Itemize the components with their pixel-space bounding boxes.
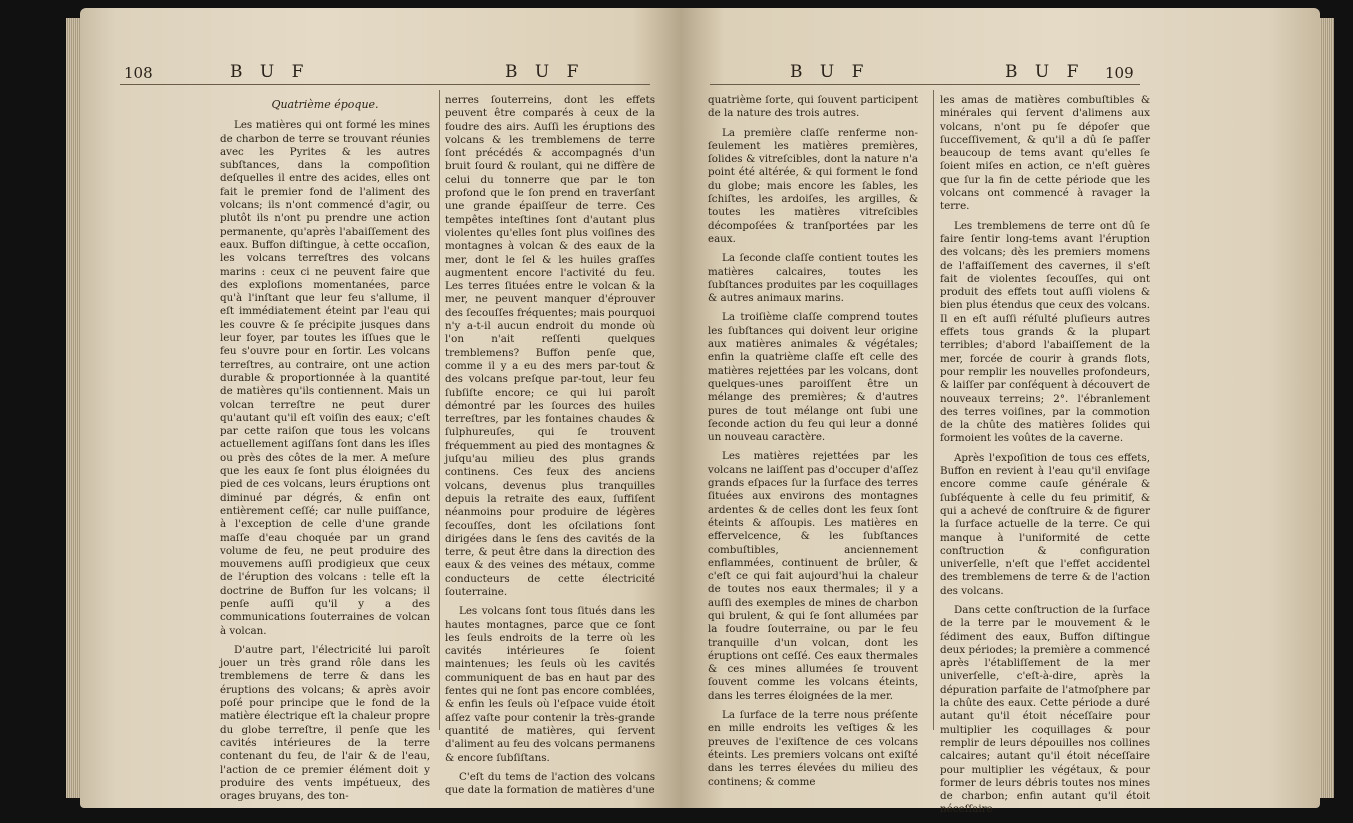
header-rule [710, 84, 1140, 85]
text-column-right [445, 94, 655, 803]
text-column-left [708, 94, 918, 795]
paragraph: Les tremblemens de terre ont dû ſe faire ſentir long-tems avant l'éruption des volcans; dès les premiers momens de l'affaiſſement des cavernes, il s'eſt fait de violentes ſecouſſes, qui ont produit des effets tout auſſi violens & bien plus étendus que ceux des volcans. Il en eſt auſſi réſulté pluſieurs autres effets tous grands & la plupart terribles; d'abord l'abaiſſement de la mer, forcée de courir à grands flots, pour remplir les nouvelles profondeurs, & laiſſer par conſéquent à découvert de nouveaux terreins; 2°. l'ébranlement des terres voiſines, par la commotion de la chûte des matières ſolides qui formoient les voûtes de la caverne. [940, 219, 1150, 445]
page-number: 108 [124, 64, 153, 82]
running-head: B U F [230, 62, 310, 82]
column-divider [439, 90, 440, 730]
running-head: B U F [1005, 62, 1085, 82]
paragraph: C'eſt du tems de l'action des volcans que date la formation de matières d'une [445, 770, 655, 797]
paragraph: Les volcans ſont tous ſitués dans les hautes montagnes, parce que ce ſont les ſeuls endroits de la terre où les cavités intérieures ſe ſoient maintenues; les ſeuls où les cavités communiquent de bas en haut par des fentes qui ne ſont pas encore comblées, & enfin les ſeuls où l'eſpace vuide étoit aſſez vaſte pour contenir la très-grande quantité de matières, qui ſervent d'aliment au feu des volcans permanens & encore ſubſiſtans. [445, 605, 655, 764]
running-head: B U F [505, 62, 585, 82]
paragraph: Les matières qui ont formé les mines de charbon de terre se trouvant réunies avec les Pyrites & les autres subſtances, dans la compoſition deſquelles il entre des acides, elles ont fait le premier fond de l'aliment des volcans; ils n'ont commencé d'agir, ou plutôt ils n'ont pu prendre une action permanente, qu'après l'abaiſſement des eaux. Buffon diſtingue, à cette occaſion, les volcans terreſtres des volcans marins : ceux ci ne peuvent faire que des exploſions momentanées, parce qu'à l'inſtant que leur feu s'allume, il eſt immédiatement éteint par l'eau qui les couvre & ſe précipite jusques dans leur foyer, par toutes les iſſues que le feu s'ouvre pour en ſortir. Les volcans terreſtres, au contraire, ont une action durable & proportionnée à la quantité de matières qu'ils contiennent. Mais un volcan terreſtre ne peut durer qu'autant qu'il eſt voiſin des eaux; c'eſt par cette raiſon que tous les volcans actuellement agiſſans ſont dans les iſles ou près des côtes de la mer. A meſure que les eaux ſe ſont plus éloignées du pied de ces volcans, leurs éruptions ont diminué par dégrés, & enfin ont entièrement ceſſé; car nulle puiſſance, à l'exception de celle d'une grande maſſe d'eau choquée par un grand volume de feu, ne peut produire des mouvemens auſſi prodigieux que ceux de l'éruption des volcans : telle eſt la doctrine de Buffon ſur les volcans; il penſe auſſi qu'il y a des communications ſouterraines de volcan à volcan. [220, 119, 430, 637]
text-column-right [940, 94, 1150, 823]
page-number: 109 [1105, 64, 1134, 82]
text-column-left [220, 94, 430, 809]
paragraph: La première claſſe renferme non-ſeulement les matières premières, ſolides & vitreſcibles, dont la nature n'a point été altérée, & qui forment le fond du globe; mais encore les ſables, les ſchiſtes, les ardoiſes, les argilles, & toutes les matières vitreſcibles décompoſées & tranſportées par les eaux. [708, 126, 918, 245]
paragraph: D'autre part, l'électricité lui paroît jouer un très grand rôle dans les tremblemens de terre & dans les éruptions des volcans; & après avoir poſé pour principe que le fond de la matière électrique eſt la chaleur propre du globe terreſtre, il penſe que les cavités intérieures de la terre contenant du feu, de l'air & de l'eau, l'action de ce premier élément doit y produire des vents impétueux, des orages bruyans, des ton- [220, 643, 430, 803]
running-head: B U F [790, 62, 870, 82]
column-divider [933, 90, 934, 730]
open-book [80, 8, 1320, 816]
left-page [80, 8, 680, 808]
header-rule [120, 84, 650, 85]
paragraph: les amas de matières combuſtibles & minérales qui ſervent d'alimens aux volcans, n'ont pu ſe dépoſer que ſucceſſivement, & qu'il a dû ſe paſſer beaucoup de tems avant qu'elles ſe ſoient miſes en action, ce n'eſt guères que ſur la fin de cette période que les volcans ont commencé à ravager la terre. [940, 94, 1150, 213]
section-subheading: Quatrième époque. [271, 98, 379, 111]
right-page [680, 8, 1320, 816]
paragraph: Dans cette conſtruction de la ſurface de la terre par le mouvement & le ſédiment des eaux, Buffon diſtingue deux périodes; la première a commencé après l'établiſſement de la mer univerſelle, c'eſt-à-dire, après la dépuration parfaite de l'atmoſphere par la chûte des eaux. Cette période a duré autant qu'il étoit néceſſaire pour multiplier les coquillages & pour remplir de leurs dépouilles nos collines calcaires; autant qu'il étoit néceſſaire pour multiplier les végétaux, & pour former de leurs débris toutes nos mines de charbon; enfin autant qu'il étoit néceſſaire [940, 603, 1150, 816]
paragraph: quatrième ſorte, qui ſouvent participent de la nature des trois autres. [708, 94, 918, 120]
paragraph: La ſurface de la terre nous préſente en mille endroits les veſtiges & les preuves de l'exiſtence de ces volcans éteints. Les premiers volcans ont exiſté dans les terres élevées du milieu des continens; & comme [708, 709, 918, 788]
paragraph: La ſeconde claſſe contient toutes les matières calcaires, toutes les ſubſtances produites par les coquillages & autres animaux marins. [708, 252, 918, 305]
paragraph: Les matières rejettées par les volcans ne laiſſent pas d'occuper d'aſſez grands eſpaces ſur la ſurface des terres ſituées aux environs des montagnes ardentes & de celles dont les feux ſont éteints & aſſoupis. Les matières en effervelcence, & les ſubſtances combuſtibles, anciennement enflammées, continuent de brûler, & c'eſt ce qui fait aujourd'hui la chaleur de toutes nos eaux thermales; il y a auſſi des exemples de mines de charbon qui brulent, & qui ſe ſont allumées par la foudre ſouterraine, ou par le feu tranquille d'un volcan, dont les éruptions ont ceſſé. Ces eaux thermales & ces mines allumées ſe trouvent ſouvent comme les volcans éteints, dans les terres éloignées de la mer. [708, 450, 918, 702]
paragraph: La troiſième claſſe comprend toutes les ſubſtances qui doivent leur origine aux matières animales & végétales; enfin la quatrième claſſe eſt celle des matières rejettées par les volcans, dont quelques-unes paroiſſent être un mélange des premières; & d'autres pures de tout mélange ont ſubi une ſeconde action du feu qui leur a donné un nouveau caractère. [708, 311, 918, 444]
paragraph: Après l'expoſition de tous ces effets, Buffon en revient à l'eau qu'il enviſage encore comme cauſe générale & ſubſéquente à celle du feu primitif, & qui a achevé de conſtruire & de figurer la ſurface actuelle de la terre. Ce qui manque à l'uniformité de cette conſtruction & configuration univerſelle, n'eſt que l'effet accidentel des tremblemens de terre & de l'action des volcans. [940, 451, 1150, 597]
paragraph: nerres ſouterreins, dont les effets peuvent être comparés à ceux de la foudre des airs. Auſſi les éruptions des volcans & les tremblemens de terre ſont précédés & accompagnés d'un bruit ſourd & roulant, qui ne diffère de celui du tonnerre que par le ton profond que le ſon prend en traverſant une grande épaiſſeur de terre. Ces tempêtes inteſtines ſont d'autant plus violentes qu'elles ſont plus voiſines des montagnes à volcan & des eaux de la mer, dont le ſel & les huiles graſſes augmentent encore l'activité du feu. Les terres ſituées entre le volcan & la mer, ne peuvent manquer d'éprouver des ſecouſſes fréquentes; mais pourquoi n'y a-t-il aucun endroit du monde où l'on n'ait reſſenti quelques tremblemens? Buffon penſe que, comme il y a eu des mers par-tout & des volcans preſque par-tout, leur feu ſubſiſte encore; ce qui lui paroît démontré par les ſources des huiles terreſtres, par les fontaines chaudes & ſulphureuſes, qui ſe trouvent fréquemment au pied des montagnes & juſqu'au milieu des plus grands continens. Ces feux des anciens volcans, devenus plus tranquilles depuis la retraite des eaux, ſuffiſent néanmoins pour produire de légères ſecouſſes, dont les oſcilations ſont dirigées dans le ſens des cavités de la terre, & peut être dans la direction des eaux & des veines des métaux, comme conducteurs de cette électricité ſouterraine. [445, 94, 655, 598]
